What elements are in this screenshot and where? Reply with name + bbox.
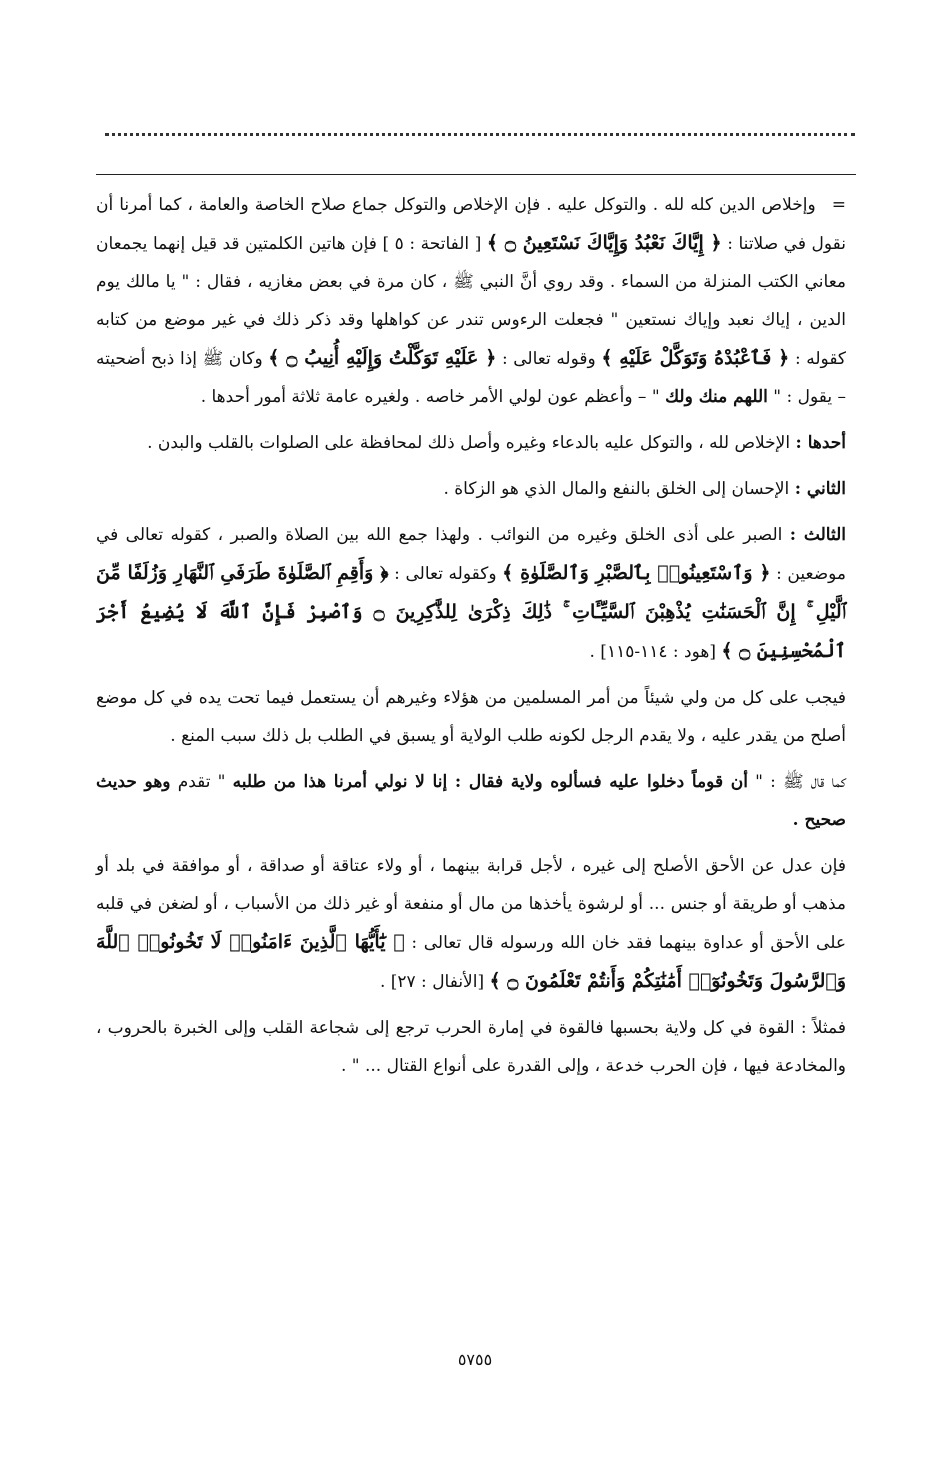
continuation-marker: = [831,195,846,215]
quran-verse: ﴿ عَلَيْهِ تَوَكَّلْتُ وَإِلَيْهِ أُنِيبُ ۝ ﴾ [268,347,497,369]
text: الإحسان إلى الخلق بالنفع والمال الذي هو الزكاة . [443,479,790,499]
quran-verse: ﴿ وَأَقِمِ ٱلصَّلَوٰةَ طَرَفَىِ ٱلنَّهَارِ وَزُلَفًا مِّنَ ٱلَّيْلِ ۚ إِنَّ ٱلْحَسَنَٰتِ يُذْهِبْنَ ٱلسَّيِّـَٔاتِ ۚ ذَٰلِكَ ذِكْرَىٰ لِلذَّٰكِرِينَ ۝ وَٱصْبِرْ فَإِنَّ ٱللَّهَ لَا يُضِيعُ أَجْرَ ٱلْمُحْسِنِينَ ۝ ﴾ [96,562,846,662]
text: فيجب على كل من ولي شيئاً من أمر المسلمين من هؤلاء وغيرهم أن يستعمل فيما تحت يده في كل موضع أصلح من يقدر عليه ، ولا يقدم الرجل لكونه طلب الولاية أو يسبق في الطلب بل ذلك سبب المنع . [96,688,846,746]
paragraph-hadith [96,763,846,839]
paragraph-second [96,470,846,508]
text: [ الفاتحة : ٥ ] فإن هاتين الكلمتين قد قيل إنهما يجمعان معاني الكتب المنزلة من السماء . وقد روي أنَّ النبي ﷺ ، كان مرة في بعض مغازيه ، فقال : " يا مالك يوم الدين ، إياك نعبد وإياك نستعين " فجعلت الرءوس تندر عن كواهلها وقد ذكر ذلك في غير موضع من كتابه كقوله : [96,234,847,369]
item-lead: الثالث : [789,525,846,545]
quran-verse: ﴿ يَٰٓأَيُّهَا ٱلَّذِينَ ءَامَنُوا۟ لَا تَخُونُوا۟ ٱللَّهَ وَٱلرَّسُولَ وَتَخُونُوٓا۟ أَمَٰنَٰتِكُمْ وَأَنتُمْ تَعْلَمُونَ ۝ ﴾ [96,931,846,992]
bold-quote: أن قوماً دخلوا عليه فسألوه ولاية فقال : إنا لا نولي أمرنا هذا من طلبه [232,772,748,792]
text: وكان ﷺ إذا ذبح أضحيته – يقول : " [96,349,846,407]
text: وكقوله تعالى : [394,564,497,584]
paragraph-obligation [96,679,846,755]
text: وإخلاص الدين كله لله . والتوكل عليه . فإن الإخلاص والتوكل جماع صلاح الخاصة والعامة ، كما أمرنا أن نقول في صلاتنا : [96,195,847,254]
paragraph-betrayal [96,847,846,1001]
page-body [96,186,846,1093]
item-lead: أحدها : [795,433,846,453]
paragraph-intro [96,186,846,416]
paragraph-third [96,516,846,671]
bold-quote: اللهم منك ولك [665,387,768,407]
item-lead: الثاني : [794,479,846,499]
quran-verse: ﴿ إِيَّاكَ نَعْبُدُ وَإِيَّاكَ نَسْتَعِينُ ۝ ﴾ [486,232,722,254]
text: فمثلاً : القوة في كل ولاية بحسبها فالقوة في إمارة الحرب ترجع إلى شجاعة القلب وإلى الخبرة بالحروب ، والمخادعة فيها ، فإن الحرب خدعة ، وإلى القدرة على أنواع القتال ... " . [96,1018,846,1076]
paragraph-strength [96,1009,846,1085]
page-number: ٥٧٥٥ [457,1350,493,1369]
citation: [الأنفال : ٢٧] . [379,972,485,992]
bold-note: وهو حديث صحيح . [96,772,846,830]
paragraph-first [96,424,846,462]
citation: [هود : ١١٤-١١٥] . [589,642,717,662]
quran-verse: ﴿ وَٱسْتَعِينُوا۟ بِٱلصَّبْرِ وَٱلصَّلَوٰةِ ﴾ [502,562,771,584]
text: " تقدم [177,772,226,792]
header-rule [96,174,856,175]
text: كما قال ﷺ : " [755,772,847,792]
text: وقوله تعالى : [501,349,596,369]
header-dotted-line [105,116,855,136]
text: الإخلاص لله ، والتوكل عليه بالدعاء وغيره وأصل ذلك لمحافظة على الصلوات بالقلب والبدن . [147,433,791,453]
text: فإن عدل عن الأحق الأصلح إلى غيره ، لأجل قرابة بينهما ، أو ولاء عتاقة أو صداقة ، أو موافقة في بلد أو مذهب أو طريقة أو جنس ... أو لرشوة يأخذها من مال أو منفعة أو غير ذلك من الأسباب ، أو لضغن في قلبه على الأحق أو عداوة بينهما فقد خان الله ورسوله قال تعالى : [96,856,846,953]
text: " – وأعظم عون لولي الأمر خاصه . ولغيره عامة ثلاثة أمور أحدها . [200,387,660,407]
text: الصبر على أذى الخلق وغيره من النوائب . ولهذا جمع الله بين الصلاة والصبر ، كقوله تعالى في موضعين : [96,525,847,584]
quran-verse: ﴿ فَٱعْبُدْهُ وَتَوَكَّلْ عَلَيْهِ ﴾ [601,347,790,369]
